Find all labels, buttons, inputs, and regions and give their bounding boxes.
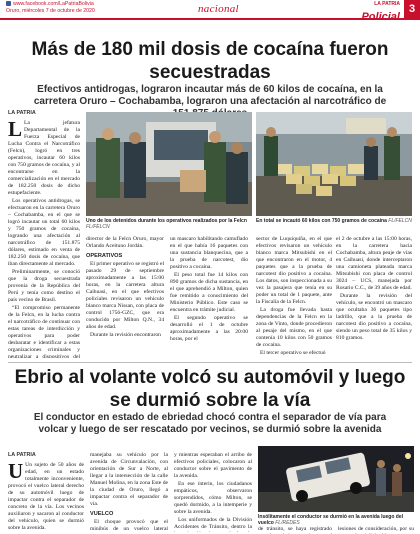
photo3-caption-text: Insólitamente el conductor se durmió en la avenida luego del vuelco (258, 514, 404, 526)
article2-paragraph: U Un sujeto de 50 años de edad, en un estado totalmente inconveniente, provocó el vuelco lateral derecho de su automóvil luego de impactar contra el separador de concreto de la vía. Los vecinos auxiliaron y sacaron al conductor del vehículo, quien se durmió sobre la avenida. (8, 459, 84, 531)
article2-paragraph: de tránsito, se haya registrado (258, 526, 332, 532)
article1-column-1 (8, 110, 80, 358)
header-web[interactable]: www.facebook.com/LaPatriaBolivia (13, 1, 94, 7)
article1-column-4 (256, 236, 332, 358)
photo-detained-image (86, 112, 252, 216)
photo-minibus-image (258, 446, 414, 512)
article2-paragraph: Los uniformados de la División Accidentes de Tránsito, dentro la (174, 517, 252, 530)
article1-column-3 (170, 236, 248, 358)
article2-paragraph: El choque provocó que el minibús de un vuelco lateral (90, 519, 168, 532)
article1-paragraph: El primer operativo se registró el pasado 29 de septiembre aproximadamente a las 15:00 horas, en la carretera altura Caihuasi, en el que efectivos policiales revisaron un vehículo blanco marca Nissan, con placa de control 1756-GZC, que era conducido por Milton Q.N., 34 años de edad. (86, 261, 164, 330)
article1-paragraph: el 2 de octubre a las 15:00 horas, en la carretera hacia Cochabamba, altura peaje de vías en Caihuasi, donde interceptaron una camioneta plateada marca Mitsubishi con placa de control 3024 – UCS, manejada por Rosario C.C., de 39 años de edad. (336, 236, 412, 291)
photo2-caption (256, 218, 412, 224)
photo-detained-operation (86, 112, 252, 216)
article1-paragraph: director de la Felcn Oruro, mayor Orlando Aceituno Jordán. (86, 236, 164, 249)
article2-column-3 (174, 452, 252, 532)
article1-column-2 (86, 236, 164, 358)
photo1-caption (86, 218, 252, 230)
article-divider (8, 362, 412, 363)
section-name: nacional (198, 3, 239, 15)
photo3-caption (258, 514, 414, 526)
article2-paragraph: lesiones de consideración, por su (338, 526, 414, 532)
article2-subtitle-vuelco: VUELCO (90, 511, 114, 517)
article1-paragraph: Durante la revisión encontraron (90, 332, 161, 338)
photo3-credit: FL/REDES (275, 520, 300, 526)
article2-paragraph: En ese ínterin, los ciudadanos empáticos, observaron sorprendidos, cómo Milton, se quedó dormido, a la intemperie y sobre la avenida. (174, 481, 252, 515)
article1-paragraph: un mascaro habilitando camuflado en el que había 16 paquetes con una sustancia blanquecina, que a la prueba de narcotest, dio positivo a cocaína. (170, 236, 248, 270)
article1-paragraph: sector de Luquiquiña, en el que efectivos revisaron un vehículo blanco marca Mitsubishi en el que encontraron en el motor, 4 paquetes que a la prueba de narcotest dio positivo a cocaína. Los datos, son inspeccionada a su vez la pasajera que tenía en su poder un total de 1 paquete, ante la Fiscalía de la Felcn. (256, 236, 332, 305)
dropcap: U (8, 459, 24, 483)
photo2-caption-text: En total se incautó 60 kilos con 750 gramos de cocaína (256, 218, 387, 224)
dropcap: L (8, 117, 23, 141)
article1-paragraph: El peso total fue 14 kilos con 890 gramos de dicha sustancia, en el que aprehendió a Milton, quien fue remitido a conocimiento del Ministerio Público. Este caso se encuentra en trámite judicial. (170, 272, 248, 313)
article1-paragraph: El tercer operativo se efectuó (260, 350, 326, 356)
brand-logo (361, 1, 400, 25)
photo1-caption-text: Uno de los detenidos durante los operativos realizados por la Felcn (86, 218, 247, 224)
article2-column-1 (8, 452, 84, 532)
article1-byline: LA PATRIA (8, 110, 36, 116)
photo2-credit: FL/FELCN (388, 218, 412, 224)
article1-subtitle-operativos: OPERATIVOS (86, 253, 123, 259)
article2-subhead: El conductor en estado de ebriedad chocó contra el separador de vía para volcar y luego de ser rescatado por vecinos, se durmió sobre la avenida (33, 412, 387, 435)
article2-column-4 (258, 526, 332, 534)
article2-headline: Ebrio al volante volcó su automóvil y luego se durmió sobre la vía (14, 367, 406, 411)
photo1-credit: FL/FELCN (86, 224, 110, 230)
photo-cocaine-image (256, 112, 412, 216)
page-header (0, 0, 420, 23)
article1-paragraph: Durante la revisión del vehículo, se encontró un mascaro que ocultaba 36 paquetes tipo ladrillo, que a la prueba de narcotest dio positivo a cocaína, siendo un peso total de 35 kilos y 810 gramos. (336, 293, 412, 341)
header-left (6, 1, 95, 15)
article2-paragraph: manejaba su vehículo por la avenida de Circunvalación, con orientación de Sur a Norte, al llegar a la intersección de la calle Manuel Molina, en la zona Este de la ciudad de Oruro, llegó a impactar contra el separador de vía. (90, 452, 168, 507)
article1-column-5 (336, 236, 412, 358)
article1-paragraph: “El compromiso permanente de la Felcn, en la lucha contra el narcotráfico de continuar con estas tareas de interdicción y operativos para poder desbaratar e identificar a estas organizaciones criminales y neutralizar a dispositivos del (8, 305, 80, 358)
article2-paragraph: y mientras esperaban el arribo de efectivos policiales, colocaron al conductor sobre el pavimento de la avenida. (174, 452, 252, 479)
article2-column-5 (338, 526, 414, 534)
article2-byline: LA PATRIA (8, 452, 36, 458)
facebook-icon (6, 1, 11, 6)
article1-subhead: Efectivos antidrogas, lograron incautar más de 60 kilos de cocaína, en la carretera Oruro – Cochabamba, lograron una afectación al narcotráfico de (33, 84, 387, 107)
article1-paragraph: Los operativos antidrogas, se efectuaron en la carretera Oruro – Cochabamba, en el que se logró incautar un total 60 kilos y 750 gramos de cocaína, logrando una afectación al narcotráfico de 151.875 dólares, estimado en venta de 182.250 dosis de cocaína, que iban directamente al mercado. (8, 198, 80, 267)
article1-paragraph: L La jefatura Departamental de la Fuerza Especial de Lucha Contra el Narcotráfico (Felcn), logró en tres operativos, incautar 60 kilos con 750 gramos de cocaína, y al encontrarse en la comercialización en el mercado de 182.250 dosis de dicho estupefaciente. (8, 117, 80, 196)
article1-paragraph: El segundo operativo se desarrolló el 1 de octubre aproximadamente a las 20:00 horas, por el (170, 315, 248, 342)
article1-paragraph: Preliminarmente, se conoció que la droga secuestrada provenía de la República del Perú y tenía como destino el país vecino de Brasil. (8, 269, 80, 303)
header-dateline: Oruro, miércoles 7 de octubre de 2020 (6, 8, 95, 14)
brand-big: Policial (361, 11, 400, 23)
photo-overturned-minibus (258, 446, 414, 512)
article1-paragraph: La droga fue llevada hasta dependencias de la Felcn en la zona de Vinto, donde procedieron al pesaje del mismo, en el que contenía 10 kilos con 50 gramos de cocaína. (256, 307, 332, 348)
brand-small: LA PATRIA (374, 1, 400, 7)
photo-cocaine-packages (256, 112, 412, 216)
page-number: 3 (404, 0, 420, 18)
article2-column-2 (90, 452, 168, 532)
article1-headline: Más de 180 mil dosis de cocaína fueron secuestradas (31, 39, 389, 83)
